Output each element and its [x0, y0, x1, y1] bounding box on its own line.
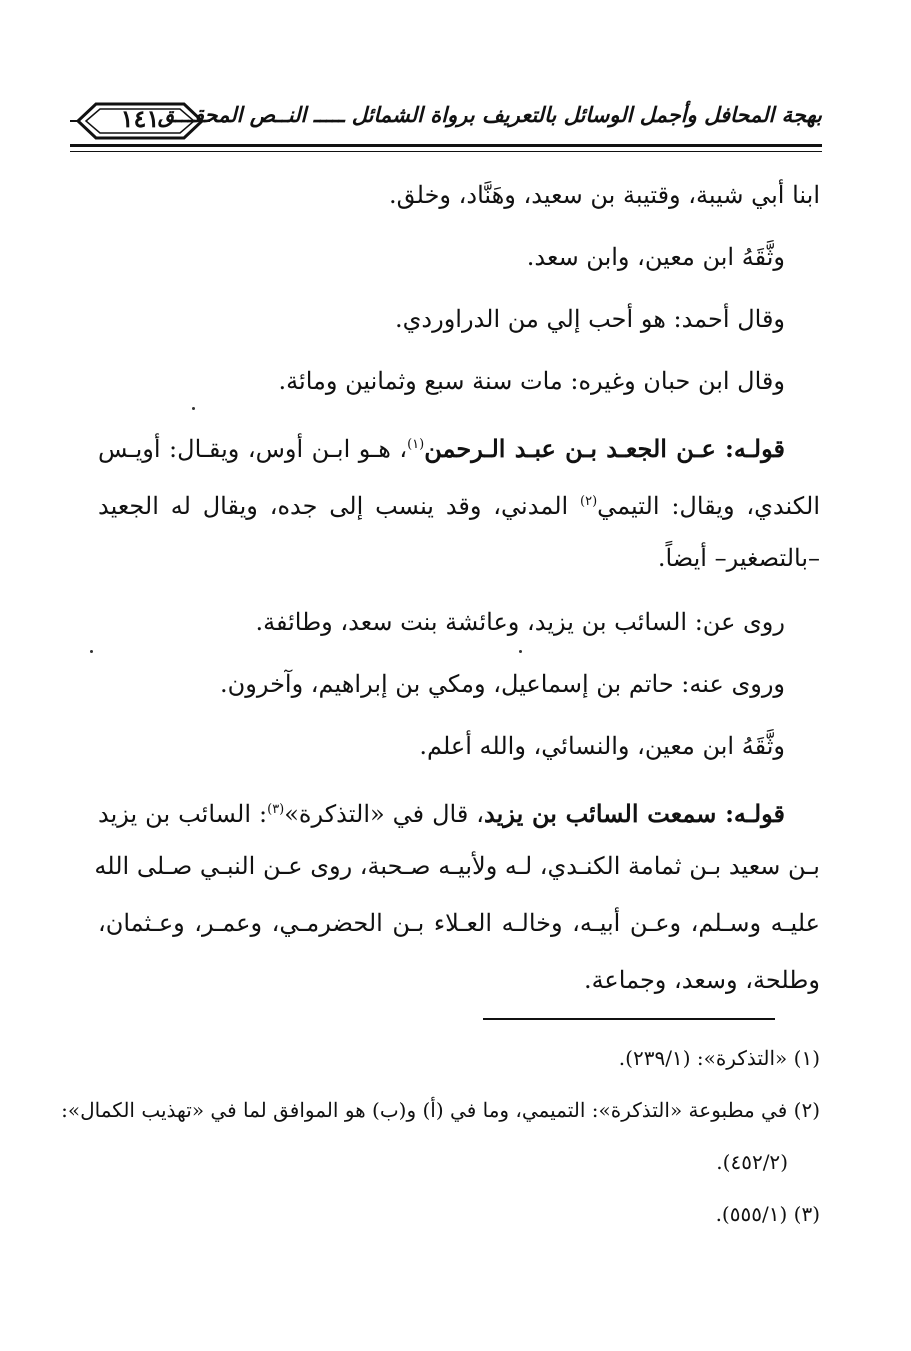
- scan-speck: [90, 650, 93, 653]
- text-line: وقال ابن حبان وغيره: مات سنة سبع وثمانين ومائة.: [278, 367, 785, 395]
- text-line: [98, 781, 820, 838]
- entry-heading: قولـه: سمعت السائب بن يزيد: [484, 799, 786, 828]
- text-line: وثَّقَهُ ابن معين، وابن سعد.: [526, 243, 785, 271]
- text-line: وقال أحمد: هو أحب إلي من الدراوردي.: [395, 305, 785, 333]
- scan-speck: [192, 407, 195, 410]
- text-line: وطلحة، وسعد، وجماعة.: [583, 966, 820, 994]
- footnotes: [61, 1036, 820, 1244]
- text-span: المدني، وقد ينسب إلى جده، ويقال له الجعيد: [98, 492, 581, 520]
- page-number: ١٤١: [120, 104, 160, 133]
- footnote: (١) «التذكرة»: (٢٣٩/١).: [618, 1046, 820, 1070]
- footnote-continuation: (٤٥٢/٢).: [716, 1150, 788, 1174]
- footnote-ref: (١): [407, 437, 425, 452]
- text-line: [98, 473, 820, 530]
- paragraph-al-jad: [98, 416, 820, 587]
- scan-speck: [519, 650, 522, 653]
- header-title: بهجة المحافل وأجمل الوسائل بالتعريف برواة الشمائل ـــــ النــص المحقـــق: [157, 102, 822, 127]
- text-line: وروى عنه: حاتم بن إسماعيل، ومكي بن إبراهيم، وآخرون.: [219, 670, 785, 698]
- paragraph-al-saib: [94, 781, 820, 1009]
- footnote-ref: (٣): [267, 802, 285, 817]
- text-span: ، قال في «التذكرة»: [284, 800, 485, 828]
- running-header: [70, 96, 822, 160]
- main-text: [94, 168, 820, 1009]
- text-line: [98, 416, 820, 473]
- text-line: ابنا أبي شيبة، وقتيبة بن سعيد، وهَنَّاد، وخلق.: [389, 181, 820, 209]
- header-divider: [70, 144, 822, 152]
- entry-heading: قولـه: عـن الجعـد بـن عبـد الـرحمن: [424, 434, 785, 463]
- footnote: (٣) (٥٥٥/١).: [715, 1202, 820, 1226]
- text-span: : السائب بن يزيد: [98, 800, 268, 828]
- text-line: وثَّقَهُ ابن معين، والنسائي، والله أعلم.: [419, 732, 785, 760]
- footnote-separator: [483, 1018, 775, 1020]
- text-line: –بالتصغير– أيضاً.: [657, 544, 820, 572]
- text-span: ، هـو ابـن أوس، ويقـال: أويـس: [98, 435, 408, 463]
- footnote: (٢) في مطبوعة «التذكرة»: التميمي، وما في (أ) و(ب) هو الموافق لما في «تهذيب الكمال»:: [61, 1098, 820, 1122]
- footnote-ref: (٢): [580, 494, 598, 509]
- text-line: عليـه وسـلم، وعـن أبيـه، وخالـه العـلاء بـن الحضرمـي، وعمـر، وعـثمان،: [98, 909, 820, 937]
- text-line: بـن سعيد بـن ثمامة الكنـدي، لـه ولأبيـه صـحبة، روى عـن النبـي صـلى الله: [94, 852, 820, 880]
- text-span: الكندي، ويقال: التيمي: [597, 492, 820, 520]
- text-line: روى عن: السائب بن يزيد، وعائشة بنت سعد، وطائفة.: [255, 608, 785, 636]
